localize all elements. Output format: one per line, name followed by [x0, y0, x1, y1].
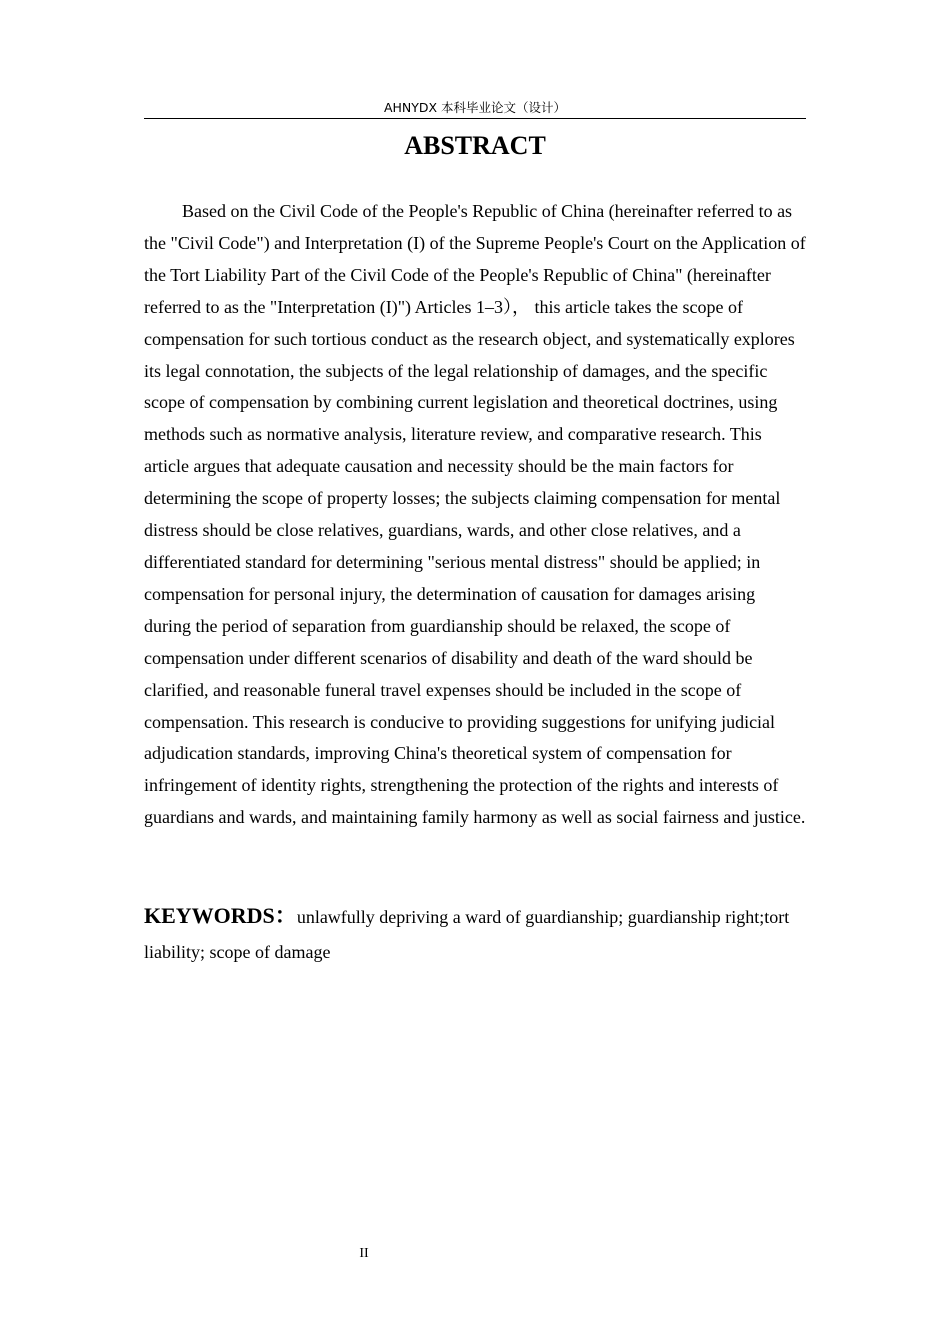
keywords-paragraph — [144, 898, 806, 970]
keywords-label: KEYWORDS： — [144, 903, 297, 928]
abstract-title: ABSTRACT — [404, 131, 546, 160]
page-header: AHNYDX 本科毕业论文（设计） — [144, 98, 806, 119]
abstract-body: Based on the Civil Code of the People's Republic of China (hereinafter referred to as the "Civil Code") and Interpretation (I) of the Supreme People's Court on the Application of the Tort Liability Part of the Civil Code of the People's Republic of China" (hereinafter referred to as the "Interpretation (I)") Articles 1–3）， this article takes the scope of compensation for such tortious conduct as the research object, and systematically explores its legal connotation, the subjects of the legal relationship of damages, and the specific scope of compensation by combining current legislation and theoretical doctrines, using methods such as normative analysis, literature review, and comparative research. This article argues that adequate causation and necessity should be the main factors for determining the scope of property losses; the subjects claiming compensation for mental distress should be close relatives, guardians, wards, and other close relatives, and a differentiated standard for determining "serious mental distress" should be applied; in compensation for personal injury, the determination of causation for damages arising during the period of separation from guardianship should be relaxed, the scope of compensation under different scenarios of disability and death of the ward should be clarified, and reasonable funeral travel expenses should be included in the scope of compensation. This research is conducive to providing suggestions for unifying judicial adjudication standards, improving China's theoretical system of compensation for infringement of identity rights, strengthening the protection of the rights and interests of guardians and wards, and maintaining family harmony as well as social fairness and justice. — [144, 201, 806, 828]
page-number: II — [359, 1246, 369, 1261]
keywords-list: unlawfully depriving a ward of guardianship; guardianship right;tort liability; scope of damage — [144, 907, 790, 962]
